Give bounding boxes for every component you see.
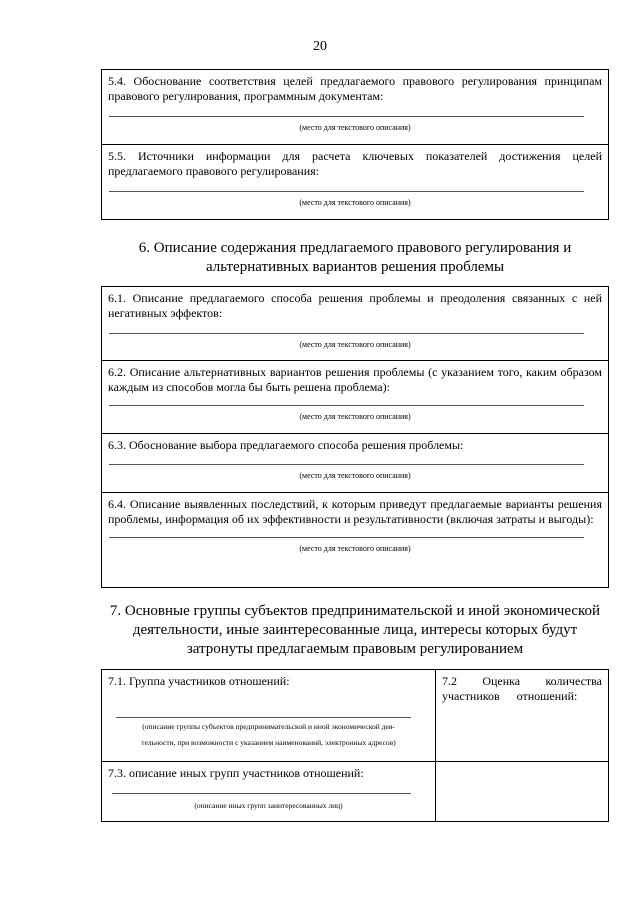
item-7-1 (102, 670, 436, 761)
item-7-3-caption: (описание иных групп заинтересованных лиц) (194, 801, 343, 810)
item-7-1-caption (108, 719, 429, 751)
item-6-4 (102, 492, 608, 587)
item-5-5-text: 5.5. Источники информации для расчета ключевых показателей достижения целей предлагаемого правового регулирования: (108, 149, 602, 178)
item-6-1-entry-line[interactable] (109, 333, 584, 334)
item-6-4-caption: (место для текстового описания) (299, 544, 411, 553)
item-5-5 (102, 144, 608, 219)
item-6-1-caption: (место для текстового описания) (299, 340, 411, 349)
section6-title-line1: 6. Описание содержания предлагаемого правового регулирования и (138, 240, 572, 256)
item-6-2-caption: (место для текстового описания) (299, 412, 411, 421)
item-7-1-entry-line[interactable] (116, 717, 411, 718)
page-number: 20 (313, 39, 327, 54)
item-5-4-caption: (место для текстового описания) (299, 123, 411, 132)
item-5-4-text: 5.4. Обоснование соответствия целей предлагаемого правового регулирования принципам правового регулирования, программным документам: (108, 74, 602, 103)
item-5-4-entry-line[interactable] (109, 116, 584, 117)
item-6-4-text: 6.4. Описание выявленных последствий, к которым приведут предлагаемые варианты решения проблемы, информация об их эффективности и результативности (включая затраты и выгоды): (108, 497, 602, 526)
section7-title-line2: деятельности, иные заинтересованные лица, интересы которых будут (132, 622, 578, 638)
item-6-1-text: 6.1. Описание предлагаемого способа решения проблемы и преодоления связанных с ней негативных эффектов: (108, 291, 602, 320)
item-6-1 (102, 287, 608, 360)
item-7-2-text: 7.2 Оценка количества участников отношений: (442, 674, 602, 703)
item-7-1-caption-line1: (описание группы субъектов предпринимательской и иной экономической дея- (142, 722, 395, 731)
item-7-1-text: 7.1. Группа участников отношений: (108, 674, 290, 688)
item-6-2 (102, 360, 608, 433)
section5-table (101, 69, 609, 220)
section7-table (101, 669, 609, 822)
section7-title-line3: затронуты предлагаемым правовым регулированием (186, 641, 524, 657)
item-7-3 (102, 762, 436, 822)
item-6-3-entry-line[interactable] (109, 464, 584, 465)
item-6-2-text: 6.2. Описание альтернативных вариантов решения проблемы (с указанием того, каким образом каждым из способов могла бы быть решена проблема): (108, 365, 602, 394)
item-6-3-text: 6.3. Обоснование выбора предлагаемого способа решения проблемы: (108, 438, 464, 452)
item-6-3-caption: (место для текстового описания) (299, 471, 411, 480)
section6-table (101, 286, 609, 588)
item-5-5-caption: (место для текстового описания) (299, 198, 411, 207)
row-7-3 (102, 761, 608, 822)
item-5-4 (102, 70, 608, 144)
section6-title (101, 239, 609, 277)
item-6-4-entry-line[interactable] (109, 537, 584, 538)
section7-title-line1: 7. Основные группы субъектов предпринимательской и иной экономической (109, 603, 601, 619)
item-7-3-text: 7.3. описание иных групп участников отношений: (108, 766, 364, 780)
section7-title (101, 602, 609, 659)
item-6-3 (102, 433, 608, 492)
item-7-4-empty[interactable] (436, 762, 608, 822)
item-5-5-entry-line[interactable] (109, 191, 584, 192)
item-7-3-entry-line[interactable] (112, 793, 411, 794)
item-6-2-entry-line[interactable] (109, 405, 584, 406)
row-7-1 (102, 670, 608, 761)
item-7-2[interactable] (436, 670, 608, 761)
item-7-1-caption-line2: тельности, при возможности с указанием наименований, электронных адресов) (141, 738, 396, 747)
section6-title-line2: альтернативных вариантов решения проблемы (205, 259, 505, 275)
